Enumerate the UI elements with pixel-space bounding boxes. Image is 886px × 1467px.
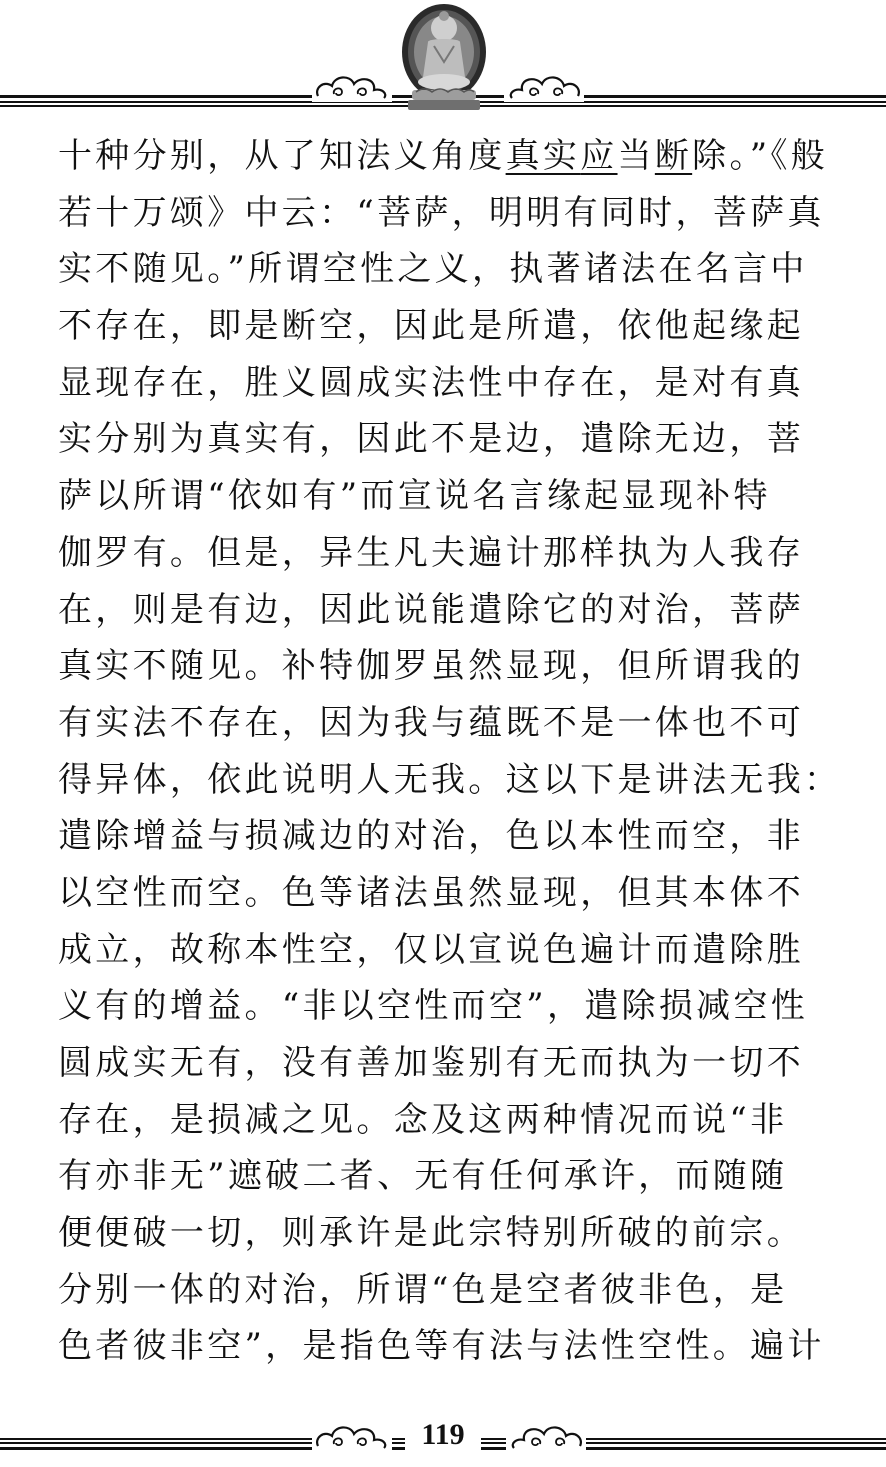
underlined-text: 应 [580,136,618,176]
text-line-15: 成立，故称本性空，仅以宣说色遍计而遣除胜 [58,929,804,970]
text-line-13: 遣除增益与损减边的对治，色以本性而空，非 [58,816,804,857]
text-line-19: 有亦非无”遮破二者、无有任何承许，而随随 [58,1156,788,1197]
text-line-11: 有实法不存在，因为我与蕴既不是一体也不可 [58,702,804,743]
text-line-18: 存在，是损减之见。念及这两种情况而说“非 [58,1099,788,1140]
underlined-text: 断 [654,136,693,176]
text-line-21: 分别一体的对治，所谓“色是空者彼非色，是 [58,1269,788,1310]
text-line-10: 真实不随见。补特伽罗虽然显现，但所谓我的 [58,646,804,687]
cloud-scroll-left-icon [312,68,392,102]
text-line-5: 显现存在，胜义圆成实法性中存在，是对有真 [58,362,804,403]
text-line-16: 义有的增益。“非以空性而空”，遣除损减空性 [58,986,809,1027]
text-line-9: 在，则是有边，因此说能遣除它的对治，菩萨 [58,589,804,630]
text-line-7: 萨以所谓“依如有”而宣说名言缘起显现补特 [58,476,771,517]
underlined-text: 真实 [505,136,581,176]
text-line-14: 以空性而空。色等诸法虽然显现，但其本体不 [58,872,804,913]
text-span: 除。”《般 [692,136,829,176]
page-number: 119 [421,1418,465,1451]
buddha-medallion-icon [398,2,490,114]
page-header [0,0,886,118]
text-line-22: 色者彼非空”，是指色等有法与法性空性。遍计 [58,1326,825,1367]
cloud-scroll-right-icon [504,68,584,102]
text-span: 十种分别，从了知法义角度 [58,136,506,176]
body-text [58,128,843,1375]
text-line-6: 实分别为真实有，因此不是边，遣除无边，菩 [58,419,804,460]
text-line-20: 便便破一切，则承许是此宗特别所破的前宗。 [58,1213,804,1254]
text-line-8: 伽罗有。但是，异生凡夫遍计那样执为人我存 [58,532,804,573]
text-line-4: 不存在，即是断空，因此是所遣，依他起缘起 [58,306,804,347]
text-line-3: 实不随见。”所谓空性之义，执著诸法在名言中 [58,249,808,290]
text-line-1 [58,128,843,185]
text-line-12: 得异体，依此说明人无我。这以下是讲法无我： [58,759,842,800]
text-line-17: 圆成实无有，没有善加鉴别有无而执为一切不 [58,1043,804,1083]
text-line-2: 若十万颂》中云：“菩萨，明明有同时，菩萨真 [58,192,825,233]
text-span: 当 [617,136,655,176]
